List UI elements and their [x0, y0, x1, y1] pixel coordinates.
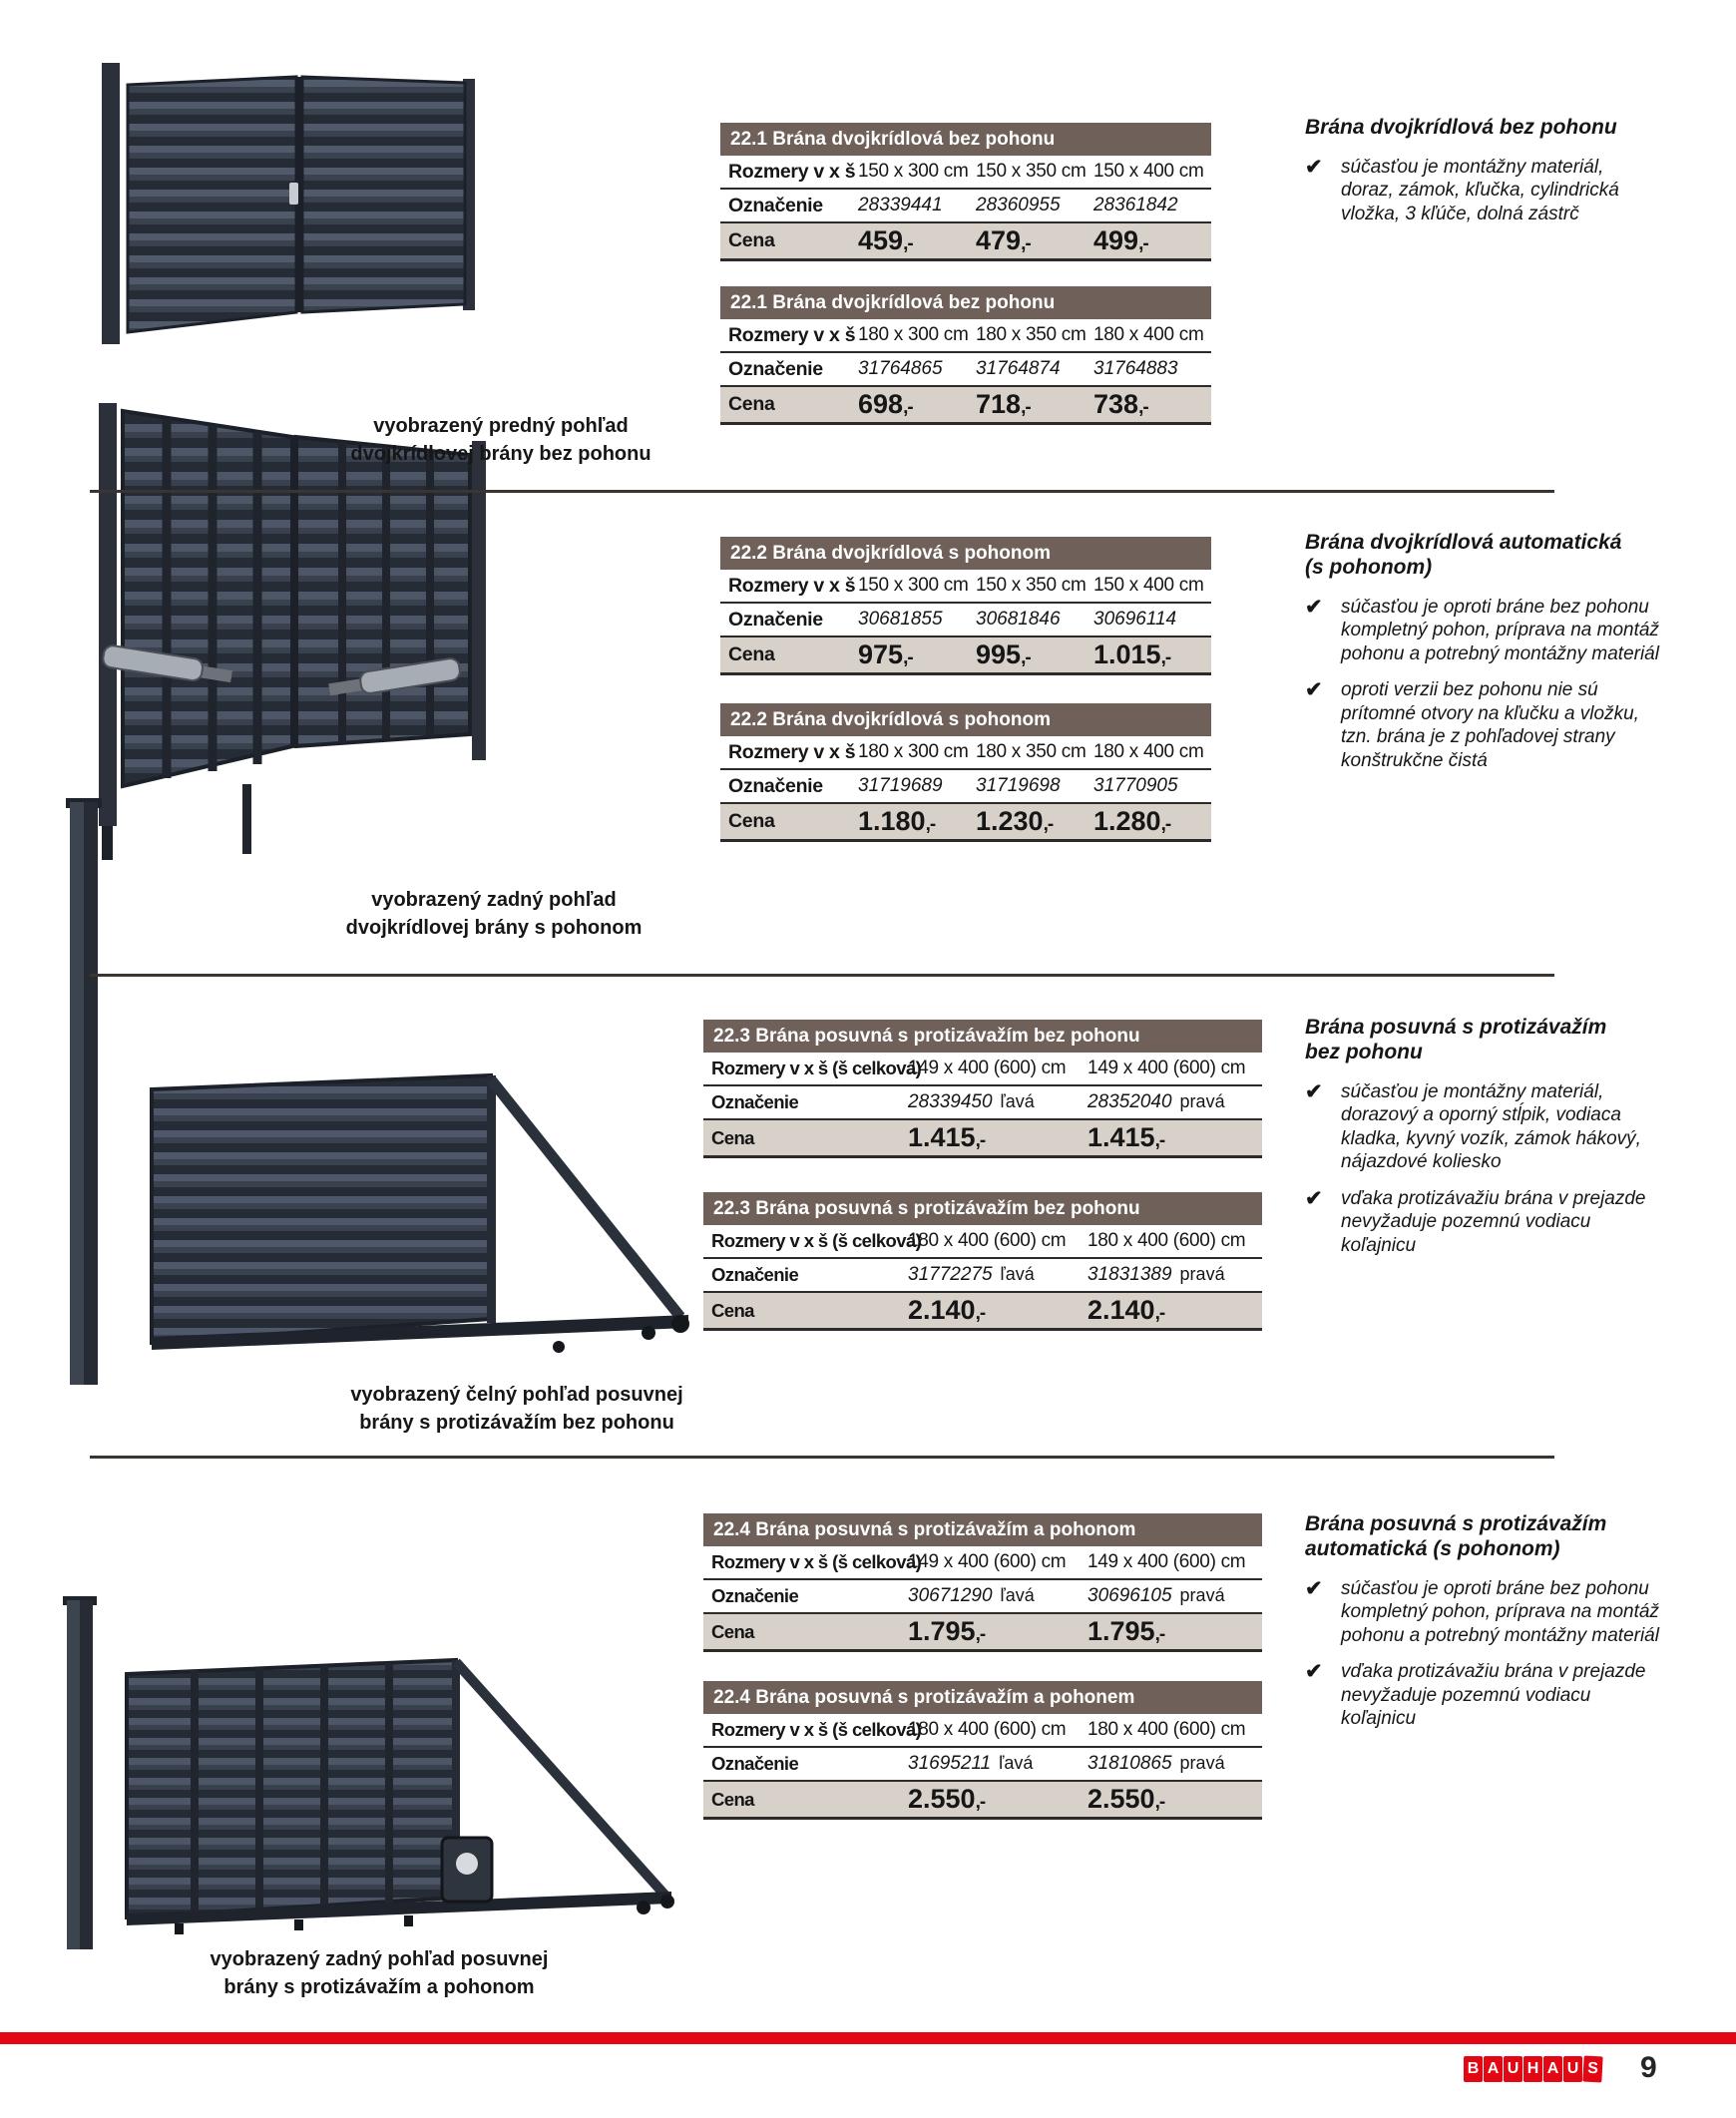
bauhaus-logo-letter: A — [1543, 2056, 1562, 2082]
size-value: 180 x 400 (600) cm — [1087, 1230, 1246, 1251]
table-row-prices — [720, 635, 1211, 672]
size-value: 180 x 400 (600) cm — [908, 1230, 1067, 1251]
table-title: 22.4 Brána posuvná s protizávažím a pohonom — [703, 1513, 1262, 1546]
code-label: Označenie — [728, 357, 823, 380]
check-icon: ✔ — [1305, 1660, 1323, 1684]
price-value — [858, 225, 976, 256]
size-label: Rozmery v x š — [728, 574, 856, 597]
table-title: 22.4 Brána posuvná s protizávažím a pohonem — [703, 1681, 1262, 1714]
gate-image-sliding-rear-motor — [55, 1596, 703, 1960]
code-number: 30696114 — [1093, 609, 1177, 630]
price-cents: ,- — [975, 1303, 986, 1324]
article-code — [858, 609, 976, 631]
roller-wheel — [637, 1901, 651, 1914]
size-value: 180 x 400 cm — [1093, 324, 1204, 345]
code-label: Označenie — [711, 1264, 799, 1285]
code-number: 28361842 — [1093, 195, 1178, 215]
info-panel — [1305, 116, 1660, 238]
image-caption — [317, 1381, 716, 1437]
price-value — [908, 1295, 1087, 1326]
article-code — [908, 1091, 1087, 1113]
table-title: 22.2 Brána dvojkrídlová s pohonom — [720, 703, 1211, 736]
price-cents: ,- — [903, 647, 913, 668]
info-title: Brána dvojkrídlová automatická — [1305, 531, 1622, 554]
table-row-sizes — [720, 570, 1211, 602]
price-value — [908, 1784, 1087, 1815]
price-value — [1093, 225, 1211, 256]
size-label: Rozmery v x š — [728, 740, 856, 763]
feature-text: vďaka protizávažiu brána v prejazde nevyžaduje pozemnú vodiacu koľajnicu — [1341, 1661, 1646, 1730]
table-row-prices — [720, 385, 1211, 422]
price-value — [1093, 806, 1211, 837]
price-main: 995 — [976, 639, 1022, 669]
price-label: Cena — [728, 393, 775, 415]
price-value — [858, 806, 976, 837]
size-value: 149 x 400 (600) cm — [908, 1551, 1067, 1572]
price-value — [858, 389, 976, 420]
price-main: 2.140 — [1087, 1295, 1155, 1325]
price-main: 2.550 — [908, 1784, 976, 1814]
table-row-sizes — [703, 1053, 1262, 1084]
code-label: Označenie — [728, 608, 823, 631]
price-table — [703, 1681, 1262, 1820]
image-caption — [294, 886, 693, 942]
article-code — [1093, 775, 1211, 797]
price-cents: ,- — [1021, 233, 1031, 254]
article-code — [1093, 195, 1211, 216]
code-number: 31810865 — [1087, 1753, 1172, 1774]
price-cents: ,- — [975, 1792, 986, 1813]
code-label: Označenie — [711, 1585, 799, 1606]
feature-bullet — [1305, 596, 1660, 666]
article-code — [908, 1753, 1087, 1775]
article-code — [1093, 358, 1211, 380]
price-cents: ,- — [903, 233, 913, 254]
code-side: pravá — [1179, 1264, 1225, 1284]
price-main: 479 — [976, 225, 1022, 255]
code-number: 28352040 — [1087, 1091, 1172, 1112]
footer-red-bar — [0, 2032, 1736, 2044]
table-row-sizes — [720, 156, 1211, 188]
table-body — [720, 156, 1211, 261]
article-code — [976, 358, 1093, 380]
image-caption — [180, 1945, 579, 2001]
section-divider — [90, 1456, 1554, 1459]
size-label: Rozmery v x š — [728, 323, 856, 346]
price-table — [703, 1020, 1262, 1158]
price-main: 2.140 — [908, 1295, 976, 1325]
gate-panel — [152, 1075, 491, 1343]
caption-line: dvojkrídlovej brány s pohonom — [345, 917, 643, 939]
price-table — [720, 286, 1211, 425]
table-row-codes — [703, 1578, 1262, 1612]
size-value: 149 x 400 (600) cm — [908, 1058, 1067, 1078]
code-number: 31764874 — [976, 358, 1061, 379]
code-number: 31695211 — [908, 1753, 992, 1774]
size-label: Rozmery v x š (š celková) — [711, 1551, 922, 1572]
code-label: Označenie — [711, 1753, 799, 1774]
size-value: 149 x 400 (600) cm — [1087, 1551, 1246, 1572]
code-label: Označenie — [728, 774, 823, 797]
size-value: 180 x 400 cm — [1093, 741, 1204, 762]
catch-post — [67, 1600, 80, 1949]
table-body — [703, 1225, 1262, 1331]
article-code — [1087, 1264, 1262, 1286]
info-title: Brána dvojkrídlová bez pohonu — [1305, 116, 1617, 139]
table-body — [720, 319, 1211, 425]
info-panel — [1305, 531, 1660, 785]
code-number: 30671290 — [908, 1585, 993, 1606]
price-value — [1093, 639, 1211, 670]
table-body — [720, 570, 1211, 675]
price-main: 1.180 — [858, 806, 926, 836]
price-value — [1087, 1616, 1262, 1647]
code-number: 31764865 — [858, 358, 943, 379]
section-divider — [90, 974, 1554, 977]
price-main: 1.415 — [908, 1122, 976, 1152]
caption-line: brány s protizávažím a pohonom — [223, 1976, 535, 1998]
table-row-prices — [703, 1118, 1262, 1155]
info-title: Brána posuvná s protizávažím — [1305, 1016, 1607, 1039]
counterweight-brace — [491, 1079, 680, 1317]
table-title: 22.3 Brána posuvná s protizávažím bez pohonu — [703, 1192, 1262, 1225]
price-table — [720, 123, 1211, 261]
gate-post-right — [472, 441, 486, 760]
price-value — [976, 389, 1093, 420]
roller-wheel — [642, 1326, 655, 1340]
feature-text: súčasťou je oproti bráne bez pohonu kompletný pohon, príprava na montáž pohonu a potrebný montážny materiál — [1341, 1577, 1659, 1646]
price-value — [1087, 1295, 1262, 1326]
price-cents: ,- — [1138, 233, 1148, 254]
check-icon: ✔ — [1305, 678, 1323, 702]
article-code — [858, 195, 976, 216]
article-code — [976, 775, 1093, 797]
price-table — [720, 703, 1211, 842]
gate-post-left — [102, 63, 120, 344]
table-row-codes — [703, 1746, 1262, 1780]
price-value — [1087, 1122, 1262, 1153]
price-cents: ,- — [925, 814, 936, 835]
table-body — [703, 1714, 1262, 1820]
code-label: Označenie — [728, 194, 823, 216]
size-value: 180 x 300 cm — [858, 741, 969, 762]
size-label: Rozmery v x š (š celková) — [711, 1230, 922, 1251]
bauhaus-logo-letter: B — [1464, 2056, 1483, 2082]
price-label: Cena — [728, 643, 775, 665]
price-cents: ,- — [1154, 1303, 1165, 1324]
code-label: Označenie — [711, 1091, 799, 1112]
price-label: Cena — [711, 1299, 754, 1321]
gate-panel-right — [302, 77, 465, 312]
table-row-prices — [720, 221, 1211, 258]
price-value — [1093, 389, 1211, 420]
catch-post — [70, 802, 84, 1385]
code-number: 30696105 — [1087, 1585, 1172, 1606]
price-value — [976, 806, 1093, 837]
article-code — [908, 1264, 1087, 1286]
table-title: 22.3 Brána posuvná s protizávažím bez pohonu — [703, 1020, 1262, 1053]
size-value: 180 x 400 (600) cm — [908, 1719, 1067, 1740]
table-row-codes — [720, 188, 1211, 221]
table-row-codes — [720, 602, 1211, 635]
feature-bullet — [1305, 156, 1660, 226]
table-row-codes — [703, 1084, 1262, 1118]
price-cents: ,- — [1043, 814, 1054, 835]
caption-line: vyobrazený zadný pohľad — [371, 889, 617, 911]
price-main: 499 — [1093, 225, 1139, 255]
roller-wheel — [553, 1341, 565, 1353]
price-cents: ,- — [1154, 1792, 1165, 1813]
code-side: pravá — [1179, 1091, 1225, 1111]
gate-panel-left — [128, 77, 296, 332]
caption-line: vyobrazený čelný pohľad posuvnej — [350, 1384, 683, 1406]
size-value: 180 x 350 cm — [976, 324, 1086, 345]
price-label: Cena — [728, 810, 775, 832]
price-cents: ,- — [1154, 1624, 1165, 1645]
size-value: 149 x 400 (600) cm — [1087, 1058, 1246, 1078]
bauhaus-logo-letter: A — [1484, 2056, 1503, 2082]
table-row-sizes — [703, 1225, 1262, 1257]
gate-panel — [127, 1660, 456, 1917]
price-label: Cena — [711, 1126, 754, 1148]
price-value — [976, 639, 1093, 670]
check-icon: ✔ — [1305, 1079, 1323, 1103]
code-number: 28360955 — [976, 195, 1061, 215]
price-main: 718 — [976, 389, 1022, 419]
price-main: 2.550 — [1087, 1784, 1155, 1814]
article-code — [858, 775, 976, 797]
info-title: bez pohonu — [1305, 1040, 1423, 1063]
table-body — [720, 736, 1211, 842]
code-number: 28339450 — [908, 1091, 993, 1112]
check-icon: ✔ — [1305, 595, 1323, 619]
bauhaus-logo-letter: H — [1523, 2056, 1542, 2082]
bauhaus-logo-letter: U — [1504, 2056, 1522, 2082]
article-code — [1087, 1091, 1262, 1113]
table-row-sizes — [703, 1714, 1262, 1746]
feature-text: súčasťou je montážny materiál, dorazový a oporný stĺpik, vodiaca kladka, kyvný vozík, zámok hákový, nájazdové koliesko — [1341, 1080, 1641, 1173]
price-label: Cena — [728, 229, 775, 251]
size-value: 150 x 400 cm — [1093, 575, 1204, 596]
article-code — [976, 195, 1093, 216]
price-table — [703, 1513, 1262, 1652]
code-side: ľavá — [999, 1753, 1034, 1773]
price-cents: ,- — [1021, 647, 1031, 668]
table-row-sizes — [703, 1546, 1262, 1578]
gate-handle — [289, 183, 298, 205]
caption-line: vyobrazený zadný pohľad posuvnej — [210, 1948, 549, 1970]
price-table — [720, 537, 1211, 675]
check-icon: ✔ — [1305, 1576, 1323, 1600]
table-body — [703, 1053, 1262, 1158]
bauhaus-logo — [1464, 2056, 1602, 2082]
code-number: 28339441 — [858, 195, 943, 215]
gate-panel-left — [123, 411, 292, 786]
feature-bullet — [1305, 1660, 1660, 1731]
image-caption — [301, 412, 700, 468]
code-number: 31719689 — [858, 775, 943, 796]
price-cents: ,- — [975, 1130, 986, 1151]
code-number: 31772275 — [908, 1264, 993, 1285]
size-value: 180 x 350 cm — [976, 741, 1086, 762]
code-side: ľavá — [1000, 1264, 1035, 1284]
page-number: 9 — [1640, 2051, 1657, 2084]
size-value: 150 x 350 cm — [976, 161, 1086, 182]
price-main: 1.280 — [1093, 806, 1161, 836]
code-number: 31770905 — [1093, 775, 1178, 796]
table-row-sizes — [720, 319, 1211, 351]
price-value — [858, 639, 976, 670]
bauhaus-logo-letter: U — [1563, 2056, 1582, 2082]
article-code — [908, 1585, 1087, 1607]
article-code — [1087, 1753, 1262, 1775]
gate-post-left — [99, 403, 117, 826]
check-icon: ✔ — [1305, 155, 1323, 179]
caption-line: dvojkrídlovej brány bez pohonu — [350, 443, 651, 465]
size-label: Rozmery v x š (š celková) — [711, 1719, 922, 1740]
caption-line: vyobrazený predný pohľad — [373, 415, 629, 437]
size-value: 150 x 300 cm — [858, 575, 969, 596]
feature-text: súčasťou je montážny materiál, doraz, zámok, kľučka, cylindrická vložka, 3 kľúče, dolná zástrč — [1341, 156, 1619, 224]
code-side: pravá — [1179, 1753, 1225, 1773]
table-row-sizes — [720, 736, 1211, 768]
roller-wheel — [671, 1315, 689, 1333]
price-cents: ,- — [1138, 397, 1148, 418]
check-icon: ✔ — [1305, 1186, 1323, 1210]
code-side: ľavá — [1000, 1091, 1035, 1111]
info-title: (s pohonom) — [1305, 555, 1433, 579]
price-label: Cena — [711, 1788, 754, 1810]
table-row-prices — [720, 802, 1211, 839]
price-main: 459 — [858, 225, 904, 255]
price-main: 1.795 — [1087, 1616, 1155, 1646]
price-main: 1.015 — [1093, 639, 1161, 669]
article-code — [976, 609, 1093, 631]
price-cents: ,- — [1154, 1130, 1165, 1151]
roller-wheel — [660, 1895, 674, 1908]
bauhaus-logo-letter: S — [1582, 2056, 1602, 2083]
table-row-prices — [703, 1780, 1262, 1817]
article-code — [858, 358, 976, 380]
table-title: 22.1 Brána dvojkrídlová bez pohonu — [720, 123, 1211, 156]
info-panel — [1305, 1512, 1660, 1744]
table-row-prices — [703, 1612, 1262, 1649]
price-cents: ,- — [1160, 814, 1171, 835]
size-value: 180 x 300 cm — [858, 324, 969, 345]
feature-bullet — [1305, 1187, 1660, 1258]
price-value — [908, 1616, 1087, 1647]
code-side: pravá — [1179, 1585, 1225, 1605]
price-table — [703, 1192, 1262, 1331]
table-row-codes — [720, 351, 1211, 385]
size-label: Rozmery v x š — [728, 160, 856, 183]
code-side: ľavá — [1000, 1585, 1035, 1605]
article-code — [1087, 1585, 1262, 1607]
code-number: 30681846 — [976, 609, 1061, 630]
size-value: 150 x 300 cm — [858, 161, 969, 182]
code-number: 31719698 — [976, 775, 1061, 796]
info-panel — [1305, 1016, 1660, 1270]
price-cents: ,- — [1160, 647, 1171, 668]
price-value — [1087, 1784, 1262, 1815]
section-divider — [90, 490, 1554, 493]
feature-bullet — [1305, 1577, 1660, 1648]
price-main: 698 — [858, 389, 904, 419]
table-body — [703, 1546, 1262, 1652]
size-value: 150 x 400 cm — [1093, 161, 1204, 182]
price-main: 975 — [858, 639, 904, 669]
table-title: 22.2 Brána dvojkrídlová s pohonom — [720, 537, 1211, 570]
size-value: 150 x 350 cm — [976, 575, 1086, 596]
code-number: 30681855 — [858, 609, 943, 630]
price-cents: ,- — [975, 1624, 986, 1645]
feature-text: oproti verzii bez pohonu nie sú prítomné otvory na kľučku a vložku, tzn. brána je z pohľadovej strany konštrukčne čistá — [1341, 679, 1639, 771]
size-value: 180 x 400 (600) cm — [1087, 1719, 1246, 1740]
table-row-codes — [703, 1257, 1262, 1291]
feature-text: vďaka protizávažiu brána v prejazde nevyžaduje pozemnú vodiacu koľajnicu — [1341, 1187, 1646, 1256]
gate-image-double-swing-front — [100, 55, 479, 354]
price-value — [908, 1122, 1087, 1153]
price-main: 1.230 — [976, 806, 1044, 836]
price-cents: ,- — [903, 397, 913, 418]
info-title: automatická (s pohonom) — [1305, 1536, 1560, 1560]
code-number: 31764883 — [1093, 358, 1178, 379]
price-label: Cena — [711, 1620, 754, 1642]
caption-line: brány s protizávažím bez pohonu — [359, 1412, 674, 1434]
table-title: 22.1 Brána dvojkrídlová bez pohonu — [720, 286, 1211, 319]
price-cents: ,- — [1021, 397, 1031, 418]
size-label: Rozmery v x š (š celková) — [711, 1058, 922, 1078]
info-title: Brána posuvná s protizávažím — [1305, 1512, 1607, 1535]
price-main: 1.795 — [908, 1616, 976, 1646]
table-row-codes — [720, 768, 1211, 802]
price-main: 738 — [1093, 389, 1139, 419]
code-number: 31831389 — [1087, 1264, 1172, 1285]
feature-bullet — [1305, 678, 1660, 772]
feature-bullet — [1305, 1080, 1660, 1174]
price-main: 1.415 — [1087, 1122, 1155, 1152]
feature-text: súčasťou je oproti bráne bez pohonu kompletný pohon, príprava na montáž pohonu a potrebný montážny materiál — [1341, 596, 1659, 664]
article-code — [1093, 609, 1211, 631]
motor-emblem — [456, 1853, 478, 1875]
price-value — [976, 225, 1093, 256]
table-row-prices — [703, 1291, 1262, 1328]
